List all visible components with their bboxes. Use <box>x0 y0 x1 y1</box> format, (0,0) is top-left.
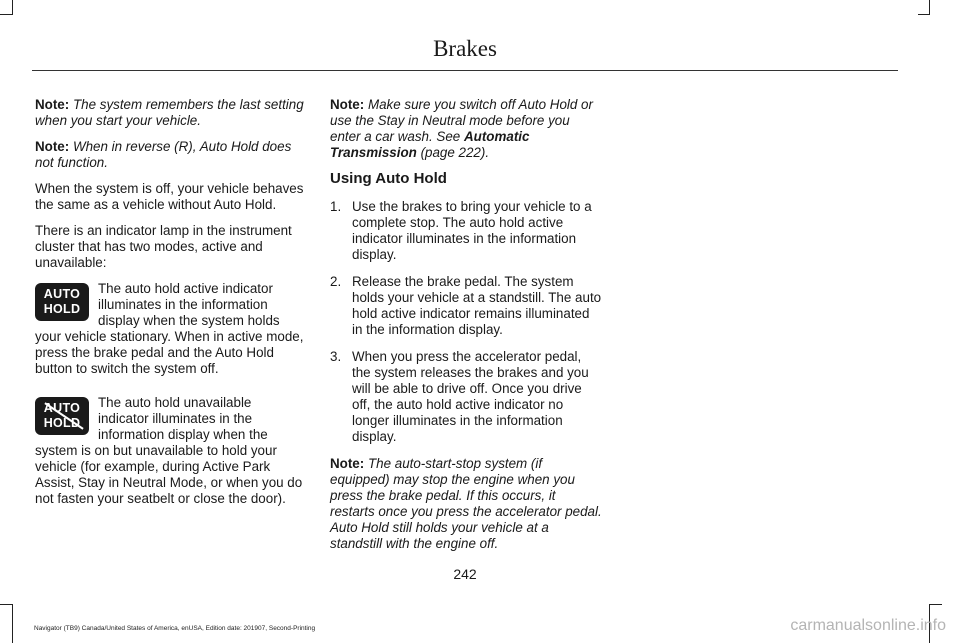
lamp-label-line2: HOLD <box>43 416 81 430</box>
note-label: Note: <box>330 97 365 112</box>
crop-mark-bottom-left <box>0 604 12 605</box>
watermark: carmanualsonline.info <box>790 617 946 634</box>
lamp-label-line2: HOLD <box>43 302 81 316</box>
paragraph-indicator-lamp: There is an indicator lamp in the instrument cluster that has two modes, active and unavailable: <box>35 223 292 270</box>
unavailable-indicator-text: The auto hold unavailable indicator illuminates in the information display when the system is on but unavailable to hold your vehicle (for example, during Active Park Assist, Stay in Neutral Mode, or when you do not fasten your seatbelt or close the door). <box>35 395 303 506</box>
note-text: The system remembers the last setting when you start your vehicle. <box>35 97 304 128</box>
title-divider <box>32 70 898 71</box>
note-remembers-setting <box>35 97 305 129</box>
cross-reference-link[interactable]: Automatic Transmission <box>330 129 530 160</box>
step-text: Use the brakes to bring your vehicle to a complete stop. The auto hold active indicator illuminates in the information display. <box>352 199 592 262</box>
note-label: Note: <box>330 456 365 471</box>
note-label: Note: <box>35 97 70 112</box>
step-number: 2. <box>330 274 342 289</box>
steps-list <box>330 199 602 445</box>
note-label: Note: <box>35 139 70 154</box>
step-text: Release the brake pedal. The system holds your vehicle at a standstill. The auto hold active indicator remains illuminated in the information display. <box>352 274 602 337</box>
section-heading: Using Auto Hold <box>330 170 447 187</box>
list-item <box>330 274 602 338</box>
note-text: When in reverse (R), Auto Hold does not function. <box>35 139 292 170</box>
cross-reference-page: (page 222). <box>420 145 490 160</box>
step-text: When you press the accelerator pedal, the system releases the brakes and you will be able to drive off. Once you drive off, the auto hold active indicator no longer illuminates in the information display. <box>352 349 589 444</box>
page-title: Brakes <box>433 36 497 61</box>
active-indicator-text: The auto hold active indicator illuminates in the information display when the system holds your vehicle stationary. When in active mode, press the brake pedal and the Auto Hold button to switch the system off. <box>35 281 304 376</box>
note-auto-start-stop <box>330 456 602 552</box>
footer-edition: Navigator (TB9) Canada/United States of America, enUSA, Edition date: 201907, Second-Printing <box>34 625 316 632</box>
auto-hold-unavailable-icon <box>35 397 89 435</box>
unavailable-indicator-paragraph <box>35 395 305 507</box>
paragraph-system-off: When the system is off, your vehicle behaves the same as a vehicle without Auto Hold. <box>35 181 304 212</box>
crop-mark-top-left <box>0 14 12 15</box>
lamp-label-line1: AUTO <box>43 287 81 301</box>
crop-mark-bottom-left <box>12 604 13 643</box>
right-column <box>330 97 602 562</box>
list-item <box>330 199 602 263</box>
auto-hold-active-icon <box>35 283 89 321</box>
crop-mark-top-left <box>12 0 13 15</box>
note-reverse <box>35 139 305 171</box>
note-car-wash <box>330 97 602 161</box>
left-column <box>35 97 305 525</box>
page-number: 242 <box>453 566 477 582</box>
list-item <box>330 349 602 445</box>
step-number: 1. <box>330 199 342 214</box>
crop-mark-bottom-right <box>930 604 942 605</box>
step-number: 3. <box>330 349 342 364</box>
note-text: Make sure you switch off Auto Hold or use the Stay in Neutral mode before you enter a car wash. See <box>330 97 593 144</box>
lamp-label-line1: AUTO <box>43 401 81 415</box>
crop-mark-top-right <box>929 0 930 15</box>
note-text: The auto-start-stop system (if equipped) may stop the engine when you press the brake pedal. If this occurs, it restarts once you press the accelerator pedal. Auto Hold still holds your vehicle at a standstill with the engine off. <box>330 456 602 551</box>
active-indicator-paragraph <box>35 281 305 377</box>
